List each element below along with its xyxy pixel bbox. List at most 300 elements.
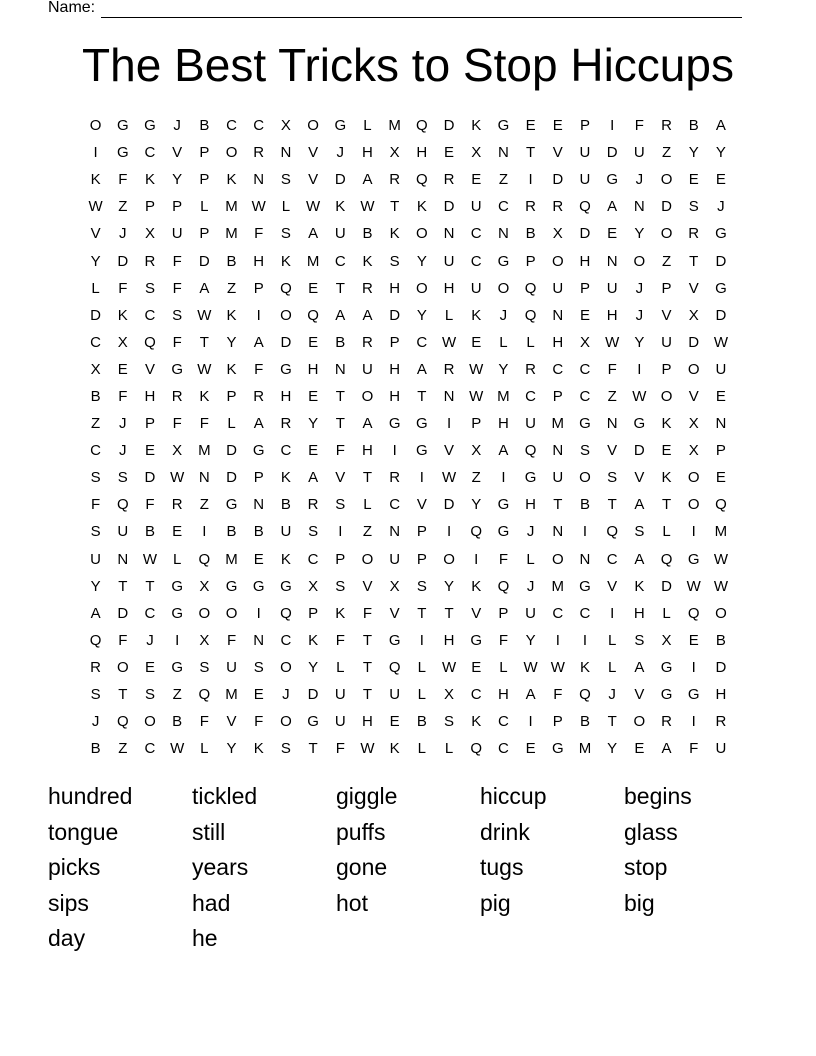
grid-letter: F	[254, 225, 264, 243]
grid-letter: R	[443, 360, 455, 378]
grid-letter: E	[172, 523, 183, 541]
grid-letter: U	[606, 279, 618, 297]
grid-letter: I	[691, 658, 696, 676]
grid-letter: B	[715, 631, 726, 649]
grid-letter: G	[416, 415, 428, 433]
grid-letter: J	[119, 442, 127, 460]
grid-letter: O	[116, 658, 129, 676]
grid-letter: T	[417, 387, 427, 405]
grid-letter: V	[688, 387, 699, 405]
grid-letter: I	[419, 631, 424, 649]
grid-letter: Y	[634, 333, 645, 351]
grid-letter: G	[116, 144, 129, 162]
grid-letter: V	[226, 713, 237, 731]
grid-letter: W	[251, 198, 266, 216]
word-bank-item: glass	[624, 818, 678, 845]
grid-letter: K	[661, 469, 672, 487]
grid-letter: F	[335, 631, 345, 649]
grid-letter: F	[118, 279, 128, 297]
grid-letter: N	[497, 144, 509, 162]
grid-letter: L	[91, 279, 100, 297]
grid-letter: A	[715, 117, 726, 135]
grid-letter: G	[388, 631, 401, 649]
grid-letter: C	[497, 198, 509, 216]
grid-letter: M	[225, 550, 238, 568]
grid-letter: U	[579, 171, 591, 189]
grid-letter: Z	[661, 252, 672, 270]
grid-letter: B	[144, 523, 155, 541]
grid-letter: H	[497, 415, 509, 433]
grid-letter: I	[338, 523, 343, 541]
grid-letter: T	[607, 496, 617, 514]
grid-letter: G	[687, 686, 700, 704]
grid-letter: K	[579, 658, 590, 676]
grid-letter: G	[307, 713, 319, 731]
word-bank-item: hundred	[48, 783, 133, 809]
grid-letter: J	[146, 631, 154, 649]
grid-letter: O	[307, 117, 319, 135]
grid-letter: C	[470, 225, 482, 243]
grid-letter: C	[525, 387, 537, 405]
grid-letter: O	[144, 713, 156, 731]
word-bank-item: big	[624, 889, 655, 916]
grid-letter: U	[443, 252, 455, 270]
grid-letter: E	[552, 117, 563, 135]
grid-letter: I	[582, 523, 588, 541]
grid-letter: V	[416, 496, 427, 514]
grid-letter: J	[635, 171, 644, 189]
grid-letter: R	[253, 144, 265, 162]
page-title: The Best Tricks to Stop Hiccups	[82, 39, 734, 91]
word-bank-item: hiccup	[480, 783, 547, 809]
grid-letter: V	[607, 442, 618, 460]
grid-letter: D	[715, 658, 727, 676]
grid-letter: C	[470, 686, 482, 704]
grid-letter: N	[552, 523, 564, 541]
grid-letter: D	[552, 171, 564, 189]
grid-letter: X	[117, 333, 128, 351]
grid-letter: C	[226, 117, 237, 135]
grid-letter: O	[89, 117, 102, 135]
grid-letter: L	[227, 415, 236, 433]
grid-letter: N	[253, 171, 265, 189]
grid-letter: K	[199, 387, 210, 405]
grid-letter: E	[308, 387, 319, 405]
grid-letter: L	[363, 117, 372, 135]
grid-letter: I	[256, 306, 261, 324]
grid-letter: R	[389, 171, 401, 189]
grid-letter: H	[579, 252, 591, 270]
grid-letter: X	[308, 577, 319, 595]
grid-letter: L	[499, 333, 508, 351]
grid-letter: W	[469, 387, 484, 405]
grid-letter: S	[579, 442, 590, 460]
grid-letter: Q	[579, 198, 591, 216]
grid-letter: L	[417, 740, 427, 758]
grid-letter: T	[335, 415, 345, 433]
grid-letter: W	[360, 740, 375, 758]
grid-letter: F	[254, 713, 264, 731]
grid-letter: N	[253, 631, 265, 649]
grid-letter: E	[253, 550, 264, 568]
grid-letter: S	[634, 631, 645, 649]
grid-letter: N	[552, 442, 564, 460]
grid-letter: I	[610, 117, 615, 135]
grid-letter: F	[553, 686, 563, 704]
grid-letter: O	[660, 171, 673, 189]
grid-letter: J	[119, 415, 127, 433]
grid-letter: A	[335, 306, 346, 324]
grid-letter: A	[253, 415, 264, 433]
grid-letter: G	[470, 631, 483, 649]
grid-letter: G	[334, 117, 347, 135]
word-bank-item: puffs	[336, 818, 386, 845]
grid-letter: F	[118, 631, 128, 649]
grid-letter: A	[308, 469, 319, 487]
word-bank-item: gone	[336, 854, 388, 881]
grid-letter: R	[661, 117, 672, 135]
grid-letter: C	[280, 442, 292, 460]
grid-letter: S	[253, 658, 264, 676]
grid-letter: M	[497, 387, 510, 405]
grid-letter: S	[117, 469, 128, 487]
grid-letter: A	[498, 442, 509, 460]
grid-letter: X	[199, 577, 210, 595]
grid-letter: R	[389, 469, 401, 487]
grid-letter: W	[88, 198, 103, 216]
grid-letter: U	[715, 740, 727, 758]
grid-letter: Y	[172, 171, 183, 189]
grid-letter: N	[443, 387, 455, 405]
word-bank	[48, 780, 768, 958]
grid-letter: B	[90, 387, 101, 405]
grid-letter: O	[687, 469, 700, 487]
grid-letter: Z	[661, 144, 672, 162]
word-bank-item: tickled	[192, 783, 258, 809]
grid-letter: E	[661, 442, 672, 460]
word-bank-item: drink	[480, 818, 530, 845]
grid-letter: N	[552, 306, 564, 324]
grid-letter: N	[280, 144, 292, 162]
grid-letter: N	[334, 360, 346, 378]
grid-letter: O	[416, 225, 428, 243]
grid-letter: P	[199, 225, 210, 243]
grid-letter: C	[552, 604, 564, 622]
grid-letter: O	[361, 387, 374, 405]
grid-letter: D	[443, 117, 455, 135]
grid-letter: H	[633, 604, 645, 622]
word-bank-item: pig	[480, 889, 511, 916]
grid-letter: P	[144, 415, 155, 433]
grid-letter: T	[118, 577, 128, 595]
grid-letter: A	[607, 198, 618, 216]
grid-letter: M	[225, 198, 238, 216]
grid-letter: H	[144, 387, 156, 405]
grid-letter: N	[443, 225, 455, 243]
grid-letter: Y	[90, 577, 101, 595]
grid-letter: P	[199, 144, 210, 162]
grid-letter: Q	[470, 523, 483, 541]
grid-letter: U	[389, 550, 401, 568]
grid-letter: G	[497, 252, 510, 270]
grid-letter: B	[579, 713, 590, 731]
grid-letter: B	[90, 740, 101, 758]
grid-letter: D	[117, 252, 129, 270]
grid-letter: K	[362, 252, 373, 270]
grid-letter: V	[661, 306, 672, 324]
grid-letter: S	[199, 658, 210, 676]
grid-letter: L	[417, 658, 427, 676]
grid-letter: C	[307, 550, 319, 568]
word-bank-item: years	[192, 854, 249, 881]
grid-letter: W	[469, 360, 484, 378]
grid-letter: N	[606, 252, 618, 270]
grid-letter: W	[142, 550, 158, 568]
grid-letter: J	[91, 713, 100, 731]
grid-letter: G	[225, 577, 238, 595]
word-bank-item: had	[192, 889, 231, 916]
grid-letter: D	[443, 496, 455, 514]
grid-letter: N	[633, 198, 645, 216]
grid-letter: L	[444, 740, 454, 758]
grid-letter: B	[688, 117, 699, 135]
grid-letter: F	[498, 631, 508, 649]
grid-letter: K	[280, 550, 291, 568]
grid-letter: F	[118, 387, 128, 405]
grid-letter: R	[307, 496, 319, 514]
grid-letter: T	[362, 658, 373, 676]
name-blank-line[interactable]	[101, 1, 742, 18]
word-bank-item: picks	[48, 854, 101, 881]
grid-letter: X	[552, 225, 563, 243]
grid-letter: R	[171, 496, 183, 514]
grid-letter: F	[145, 496, 155, 514]
grid-letter: C	[253, 117, 265, 135]
grid-letter: S	[607, 469, 618, 487]
grid-letter: A	[90, 604, 101, 622]
grid-letter: J	[635, 279, 644, 297]
grid-letter: X	[172, 442, 183, 460]
grid-letter: G	[171, 604, 183, 622]
grid-letter: R	[362, 279, 373, 297]
grid-letter: V	[444, 442, 455, 460]
grid-letter: U	[362, 360, 373, 378]
grid-letter: P	[172, 198, 183, 216]
grid-letter: O	[687, 496, 700, 514]
grid-letter: P	[253, 469, 264, 487]
grid-letter: U	[334, 686, 346, 704]
grid-letter: V	[308, 171, 319, 189]
grid-letter: F	[254, 360, 264, 378]
grid-letter: P	[525, 252, 536, 270]
grid-letter: H	[307, 360, 319, 378]
grid-letter: V	[172, 144, 183, 162]
grid-letter: W	[713, 577, 728, 595]
grid-letter: G	[280, 360, 292, 378]
grid-letter: Z	[91, 415, 101, 433]
grid-letter: K	[308, 631, 319, 649]
grid-letter: N	[579, 550, 591, 568]
grid-letter: I	[501, 469, 506, 487]
grid-letter: K	[117, 306, 128, 324]
grid-letter: I	[202, 523, 207, 541]
grid-letter: A	[634, 496, 645, 514]
grid-letter: P	[253, 279, 264, 297]
grid-letter: V	[607, 577, 618, 595]
grid-letter: B	[226, 252, 237, 270]
grid-letter: E	[471, 171, 482, 189]
grid-letter: H	[552, 333, 564, 351]
grid-letter: S	[308, 523, 319, 541]
grid-letter: J	[526, 577, 535, 595]
name-field[interactable]	[48, 0, 742, 18]
grid-letter: G	[524, 469, 537, 487]
grid-letter: A	[634, 658, 645, 676]
grid-letter: L	[281, 198, 291, 216]
word-bank-item: giggle	[336, 783, 398, 809]
grid-letter: X	[90, 360, 101, 378]
grid-letter: P	[389, 333, 400, 351]
grid-letter: R	[661, 713, 672, 731]
grid-letter: P	[471, 415, 482, 433]
grid-letter: F	[607, 360, 617, 378]
grid-letter: Z	[607, 387, 617, 405]
grid-letter: U	[715, 360, 727, 378]
grid-letter: V	[90, 225, 101, 243]
grid-letter: P	[498, 604, 509, 622]
grid-letter: D	[90, 306, 102, 324]
grid-letter: K	[634, 577, 645, 595]
grid-letter: O	[551, 550, 564, 568]
grid-letter: A	[362, 415, 373, 433]
grid-letter: R	[715, 713, 727, 731]
grid-letter: S	[280, 740, 291, 758]
grid-letter: G	[171, 658, 183, 676]
grid-letter: E	[715, 387, 726, 405]
grid-letter: B	[525, 225, 536, 243]
grid-letter: D	[715, 306, 727, 324]
grid-letter: K	[253, 740, 264, 758]
grid-letter: J	[717, 198, 725, 216]
grid-letter: R	[171, 387, 183, 405]
grid-letter: U	[633, 144, 645, 162]
grid-letter: Q	[715, 496, 727, 514]
grid-letter: H	[606, 306, 618, 324]
grid-letter: Q	[524, 442, 537, 460]
grid-letter: T	[118, 686, 128, 704]
grid-letter: H	[389, 387, 401, 405]
grid-letter: K	[471, 306, 482, 324]
grid-letter: Y	[416, 252, 427, 270]
grid-letter: F	[172, 279, 182, 297]
grid-letter: Y	[444, 577, 455, 595]
grid-letter: S	[144, 686, 155, 704]
grid-letter: Q	[687, 604, 700, 622]
grid-letter: E	[715, 171, 726, 189]
grid-letter: P	[199, 171, 210, 189]
grid-letter: Z	[118, 198, 128, 216]
grid-letter: U	[552, 279, 564, 297]
grid-letter: U	[117, 523, 129, 541]
grid-letter: A	[253, 333, 264, 351]
word-bank-item: still	[192, 818, 226, 845]
grid-letter: R	[90, 658, 102, 676]
grid-letter: W	[713, 550, 728, 568]
grid-letter: E	[715, 469, 726, 487]
grid-letter: T	[335, 279, 345, 297]
grid-letter: R	[688, 225, 700, 243]
grid-letter: H	[362, 442, 373, 460]
grid-letter: F	[172, 252, 182, 270]
grid-letter: O	[198, 604, 211, 622]
grid-letter: C	[552, 360, 564, 378]
grid-letter: U	[334, 225, 346, 243]
grid-letter: N	[253, 496, 265, 514]
grid-letter: M	[578, 740, 592, 758]
grid-letter: E	[579, 306, 590, 324]
grid-letter: V	[389, 604, 400, 622]
grid-letter: W	[441, 333, 457, 351]
grid-letter: C	[579, 360, 591, 378]
grid-letter: D	[144, 469, 156, 487]
grid-letter: I	[582, 631, 588, 649]
grid-letter: C	[144, 144, 156, 162]
grid-letter: X	[688, 415, 699, 433]
grid-letter: K	[280, 469, 291, 487]
grid-letter: I	[528, 713, 533, 731]
grid-letter: H	[416, 144, 428, 162]
grid-letter: Y	[688, 144, 699, 162]
grid-letter: Q	[524, 279, 537, 297]
grid-letter: W	[170, 740, 185, 758]
grid-letter: M	[714, 523, 728, 541]
grid-letter: M	[225, 686, 238, 704]
grid-letter: V	[308, 144, 319, 162]
grid-letter: H	[362, 144, 373, 162]
grid-letter: U	[334, 713, 346, 731]
grid-letter: Q	[470, 740, 483, 758]
grid-letter: P	[226, 387, 237, 405]
grid-letter: T	[661, 496, 672, 514]
grid-letter: E	[389, 713, 400, 731]
grid-letter: S	[280, 225, 291, 243]
grid-letter: D	[389, 306, 401, 324]
grid-letter: R	[144, 252, 156, 270]
grid-letter: O	[633, 713, 646, 731]
grid-letter: Q	[198, 686, 211, 704]
grid-letter: G	[579, 577, 591, 595]
grid-letter: T	[607, 713, 617, 731]
grid-letter: G	[280, 577, 292, 595]
grid-letter: F	[91, 496, 101, 514]
grid-letter: Y	[634, 225, 645, 243]
grid-letter: I	[419, 469, 424, 487]
grid-letter: G	[388, 415, 401, 433]
grid-letter: L	[172, 550, 182, 568]
grid-letter: D	[715, 252, 727, 270]
grid-letter: E	[308, 333, 319, 351]
grid-letter: B	[226, 523, 237, 541]
grid-letter: C	[90, 442, 102, 460]
grid-letter: E	[308, 279, 319, 297]
grid-letter: Q	[116, 713, 129, 731]
letter-grid	[82, 112, 735, 762]
grid-letter: Y	[90, 252, 101, 270]
grid-letter: U	[90, 550, 102, 568]
grid-letter: O	[687, 360, 700, 378]
grid-letter: I	[691, 523, 696, 541]
grid-letter: O	[551, 252, 564, 270]
